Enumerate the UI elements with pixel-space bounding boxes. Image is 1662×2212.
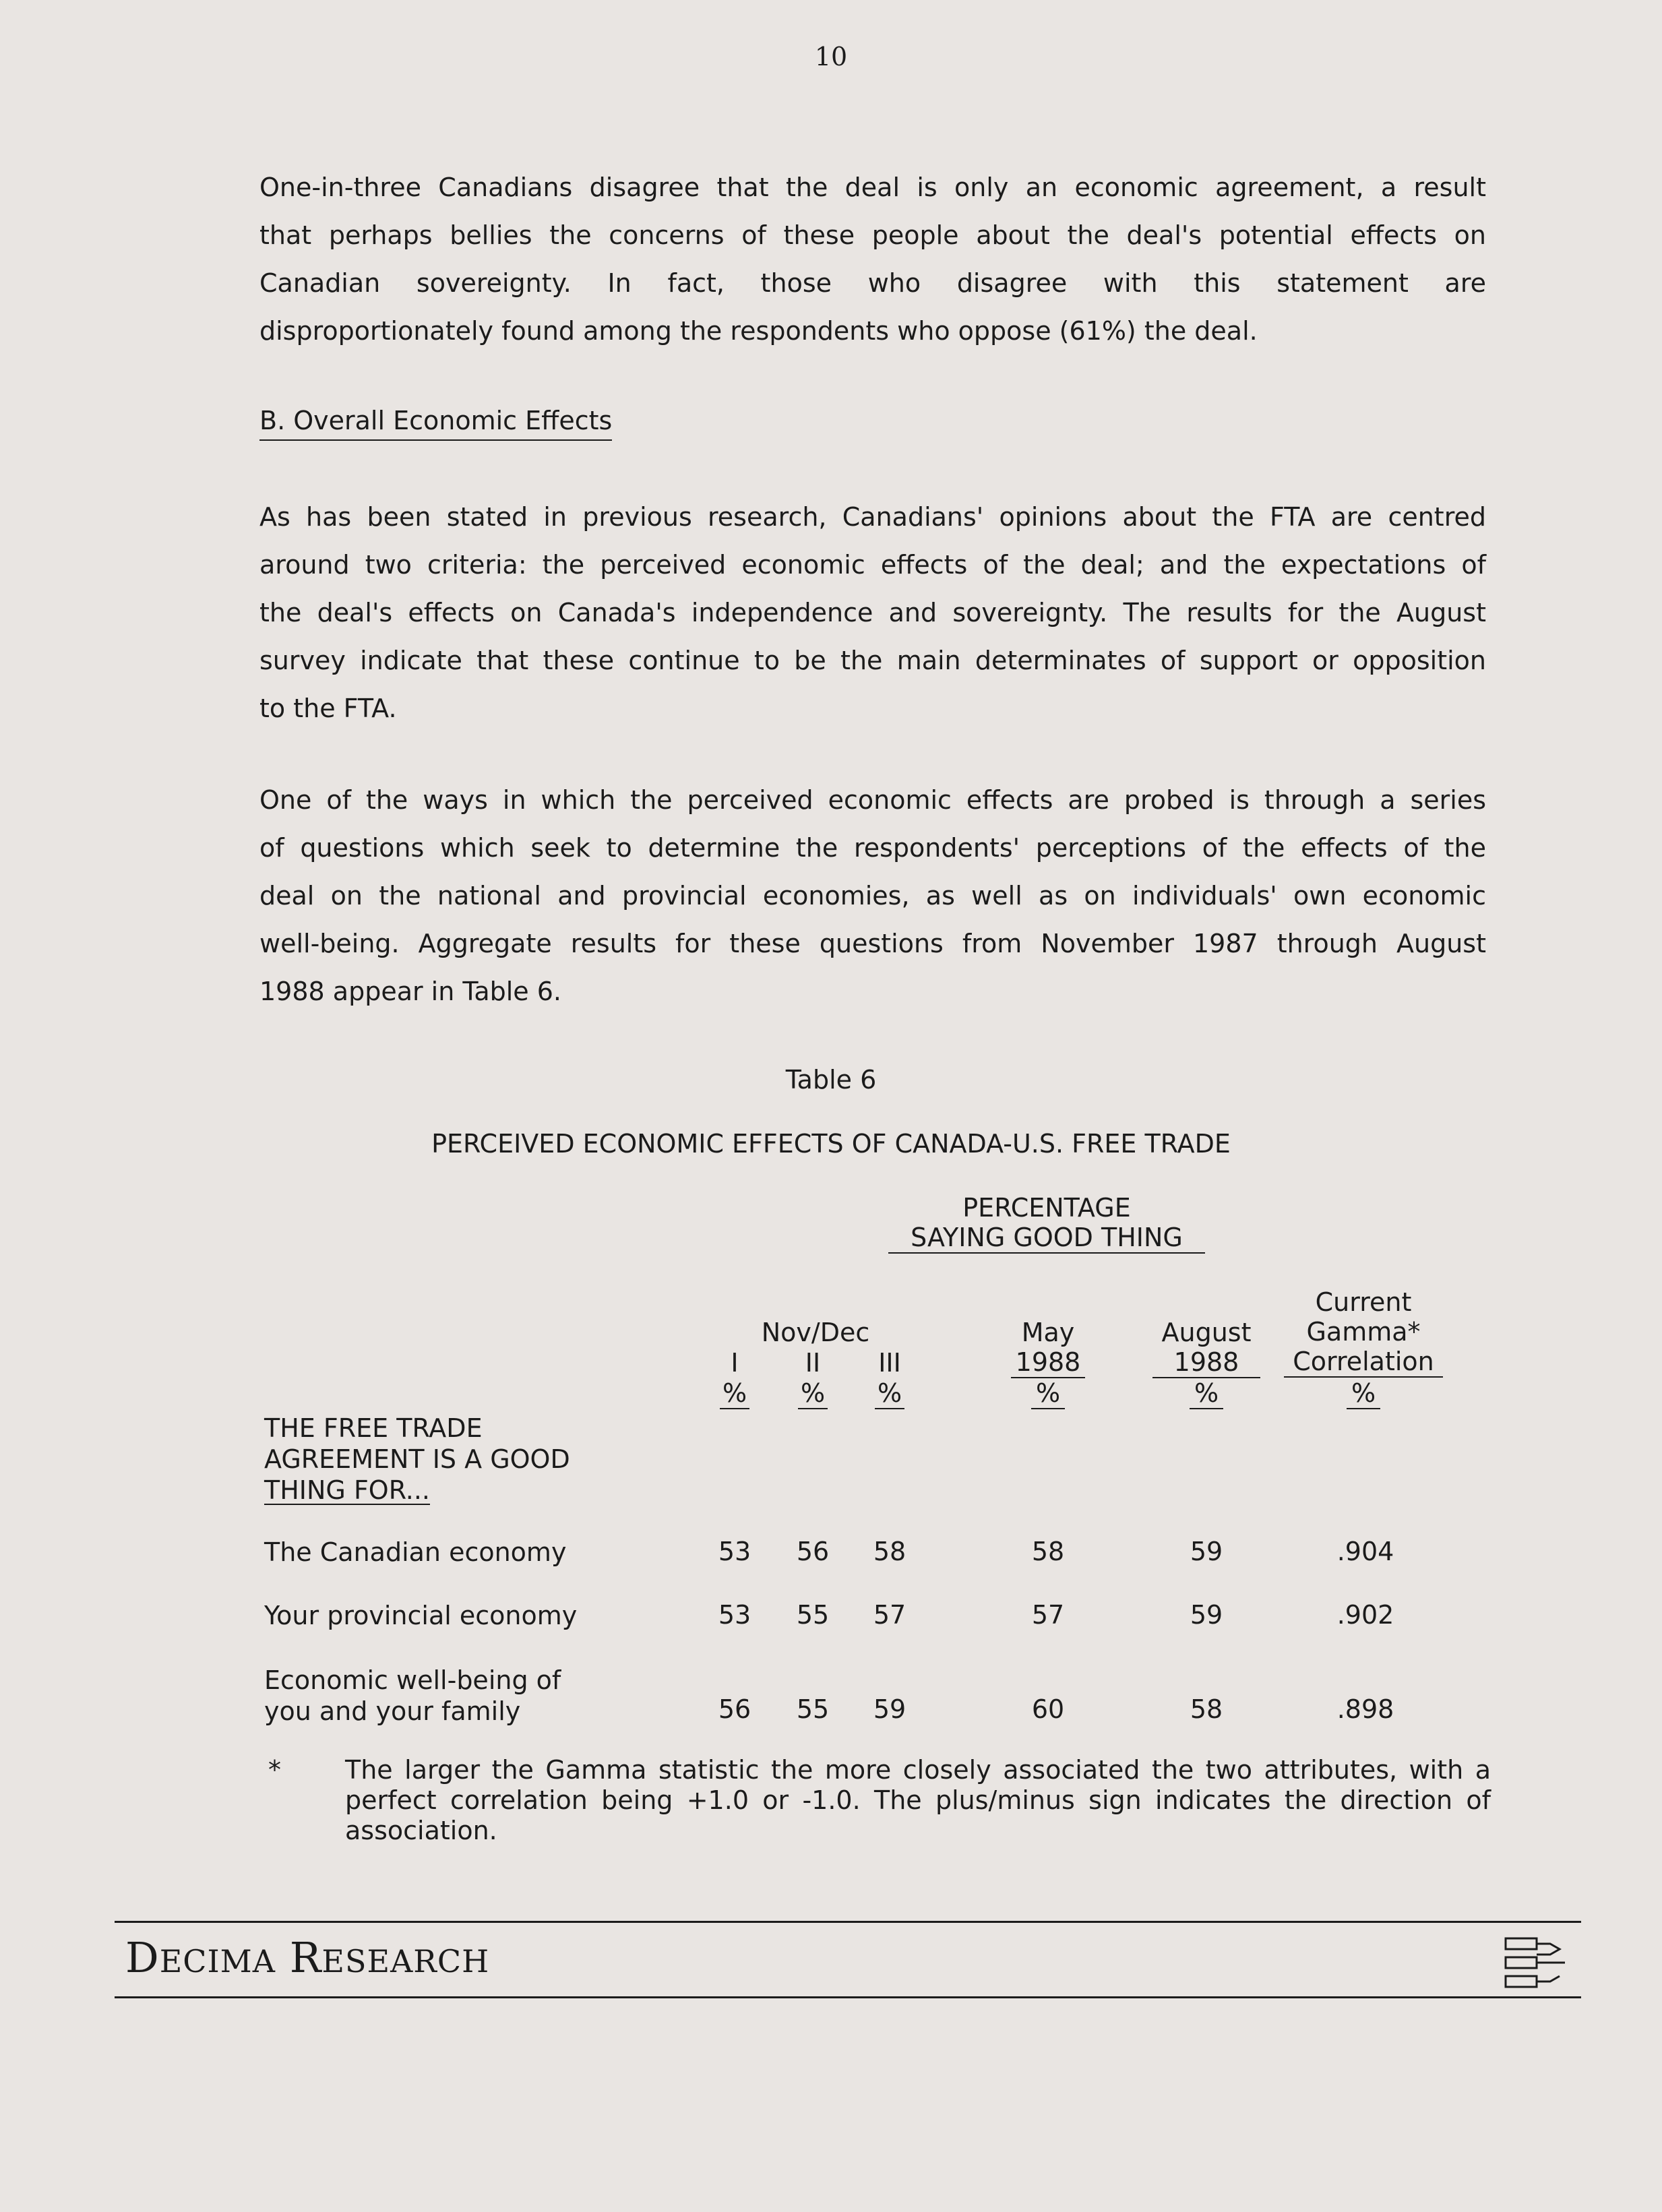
col-current-line2: Gamma* <box>1306 1317 1421 1347</box>
section-heading: B. Overall Economic Effects <box>259 404 612 441</box>
table-stub-line1: THE FREE TRADE <box>264 1413 483 1443</box>
table-label: Table 6 <box>785 1065 877 1095</box>
brand-wordmark <box>125 1933 489 1982</box>
percentage-header <box>888 1193 1205 1254</box>
col-novdec-header: Nov/Dec <box>761 1318 870 1347</box>
paragraph-line: disproportionately found among the respondents who oppose (61%) the deal. <box>259 316 1258 346</box>
paragraph-line: deal on the national and provincial economies, as well as on individuals' own economic <box>259 881 1486 911</box>
paragraph-line: the deal's effects on Canada's independence and sovereignty. The results for the August <box>259 598 1486 627</box>
col-current-line1: Current <box>1315 1287 1412 1317</box>
cell-III: 58 <box>873 1537 906 1566</box>
row-label: Your provincial economy <box>264 1601 578 1630</box>
table-stub <box>264 1413 570 1506</box>
cell-II: 56 <box>796 1537 830 1566</box>
cell-II: 55 <box>796 1600 830 1630</box>
paragraph-line: that perhaps bellies the concerns of these people about the deal's potential effects on <box>259 220 1486 250</box>
cell-august: 59 <box>1190 1600 1223 1630</box>
col-may-header <box>1011 1318 1085 1378</box>
col-may-line1: May <box>1021 1318 1075 1347</box>
paragraph-line: One of the ways in which the perceived economic effects are probed is through a series <box>259 785 1486 815</box>
percentage-header-line1: PERCENTAGE <box>962 1193 1131 1223</box>
col-III-header: III <box>878 1348 901 1378</box>
table-stub-line3: THING FOR... <box>264 1475 430 1505</box>
cell-III: 59 <box>873 1694 906 1724</box>
paragraph-line: survey indicate that these continue to be the main determinates of support or opposition <box>259 646 1486 675</box>
page-number: 10 <box>814 42 848 71</box>
paragraph-line: well-being. Aggregate results for these questions from November 1987 through August <box>259 929 1486 958</box>
cell-gamma: .902 <box>1336 1600 1394 1630</box>
brand-letter: R <box>289 1933 322 1982</box>
footnote: The larger the Gamma statistic the more closely associated the two attributes, with a perfect correlation being +1.0 or -1.0. The plus/minus sign indicates the direction of association. <box>345 1755 1491 1845</box>
paragraph-line: One-in-three Canadians disagree that the deal is only an economic agreement, a result <box>259 173 1486 202</box>
pct-august: % <box>1190 1378 1223 1409</box>
paragraph-line: of questions which seek to determine the respondents' perceptions of the effects of the <box>259 833 1486 863</box>
paragraph-1 <box>259 164 1486 355</box>
percentage-header-line2: SAYING GOOD THING <box>888 1223 1205 1254</box>
paragraph-line: As has been stated in previous research, Canadians' opinions about the FTA are centred <box>259 502 1486 532</box>
footer-rule-top <box>115 1921 1581 1923</box>
col-II-header: II <box>805 1348 821 1378</box>
cell-may: 60 <box>1031 1694 1065 1724</box>
cell-II: 55 <box>796 1694 830 1724</box>
col-current-header <box>1284 1287 1443 1378</box>
row-label-line2: you and your family <box>264 1696 521 1726</box>
col-I-header: I <box>731 1348 739 1378</box>
pct-current: % <box>1347 1378 1380 1409</box>
cell-may: 57 <box>1031 1600 1065 1630</box>
cell-may: 58 <box>1031 1537 1065 1566</box>
cell-I: 56 <box>718 1694 751 1724</box>
table-title: PERCEIVED ECONOMIC EFFECTS OF CANADA-U.S. FREE TRADE <box>431 1129 1231 1159</box>
cell-gamma: .904 <box>1336 1537 1394 1566</box>
col-august-line1: August <box>1161 1318 1252 1347</box>
brand-smallcaps: ECIMA <box>159 1943 276 1979</box>
cell-gamma: .898 <box>1336 1694 1394 1724</box>
row-label <box>264 1665 561 1727</box>
cell-III: 57 <box>873 1600 906 1630</box>
footer-rule-bottom <box>115 1996 1581 1998</box>
cell-august: 58 <box>1190 1694 1223 1724</box>
pct-I: % <box>720 1378 749 1409</box>
table-stub-line2: AGREEMENT IS A GOOD <box>264 1444 570 1474</box>
paragraph-2 <box>259 493 1486 733</box>
row-label: The Canadian economy <box>264 1537 567 1567</box>
col-may-line2: 1988 <box>1011 1347 1085 1378</box>
pct-III: % <box>875 1378 904 1409</box>
footnote-mark: * <box>268 1755 281 1785</box>
col-august-header <box>1152 1318 1260 1378</box>
cell-I: 53 <box>718 1600 751 1630</box>
decima-logo-icon <box>1503 1934 1570 1991</box>
paragraph-line: around two criteria: the perceived economic effects of the deal; and the expectations of <box>259 550 1486 580</box>
pct-may: % <box>1031 1378 1065 1409</box>
cell-august: 59 <box>1190 1537 1223 1566</box>
col-august-line2: 1988 <box>1152 1347 1260 1378</box>
paragraph-3 <box>259 776 1486 1016</box>
paragraph-line: 1988 appear in Table 6. <box>259 977 562 1006</box>
brand-smallcaps: ESEARCH <box>321 1943 490 1979</box>
cell-I: 53 <box>718 1537 751 1566</box>
paragraph-line: Canadian sovereignty. In fact, those who disagree with this statement are <box>259 268 1486 298</box>
brand-letter: D <box>125 1933 160 1982</box>
col-current-line3: Correlation <box>1284 1347 1443 1378</box>
row-label-line1: Economic well-being of <box>264 1665 561 1695</box>
pct-II: % <box>798 1378 828 1409</box>
paragraph-line: to the FTA. <box>259 694 397 723</box>
